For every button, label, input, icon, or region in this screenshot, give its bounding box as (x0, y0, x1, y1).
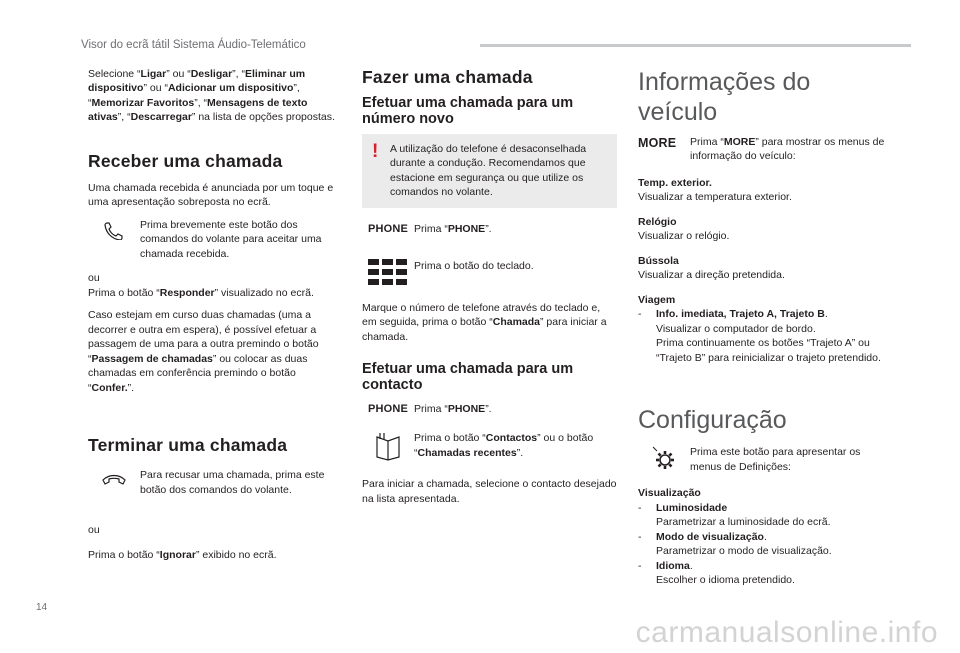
contacts-row (362, 431, 617, 461)
receive-call-heading: Receber uma chamada (88, 150, 283, 171)
select-contact-text: Para iniciar a chamada, selecione o contacto desejado na lista apresentada. (362, 478, 617, 505)
settings-button-row (638, 445, 893, 474)
phone-button-row (362, 222, 617, 237)
display-label: Visualização (638, 487, 701, 500)
column-left (88, 67, 343, 562)
watermark-text: carmanualsonline.info (635, 616, 938, 649)
reject-call-row (88, 468, 343, 497)
receive-call-text: Uma chamada recebida é anunciada por um toque e uma apresentação sobreposta no ecrã. (88, 181, 334, 209)
dial-number-text: Marque o número de telefone através do teclado e, em seguida, prima o botão “Chamada” para iniciar a chamada. (362, 301, 607, 343)
keypad-row (362, 259, 617, 285)
hang-up-icon (102, 474, 126, 486)
temp-label: Temp. exterior. (638, 176, 712, 189)
temp-text: Visualizar a temperatura exterior. (638, 191, 792, 204)
running-header-title: Visor do ecrã tátil Sistema Áudio-Telemático (81, 39, 306, 51)
safety-warning-text: A utilização do telefone é desaconselhada durante a condução. Recomendamos que estacione em segurança ou que utilize os comandos no volante. (390, 142, 587, 199)
two-calls-text: Caso estejam em curso duas chamadas (uma a decorrer e outra em espera), é possível efetuar a passagem de uma para a outra premindo o botão “Passagem de chamadas” ou colocar as duas chamadas em conferência premindo o botão “Confer.”. (88, 309, 319, 394)
warning-exclamation-icon: ! (372, 140, 379, 162)
clock-label: Relógio (638, 215, 677, 228)
more-key-icon: MORE (638, 136, 677, 150)
clock-text: Visualizar o relógio. (638, 230, 730, 243)
phone-key-icon: PHONE (367, 222, 409, 235)
end-call-heading: Terminar uma chamada (88, 435, 288, 456)
settings-text: Prima este botão para apresentar os menus de Definições: (690, 446, 861, 473)
accept-call-text: Prima brevemente este botão dos comandos do volante para aceitar uma chamada recebida. (140, 218, 322, 260)
ignore-button-text: Prima o botão “Ignorar” exibido no ecrã. (88, 548, 277, 561)
compass-text: Visualizar a direção pretendida. (638, 269, 785, 282)
gear-icon (651, 445, 677, 471)
keypad-icon (368, 259, 408, 285)
page-number: 14 (36, 602, 48, 613)
trip-item: - Info. imediata, Trajeto A, Trajeto B. Visualizar o computador de bordo. Prima continuamente os botões “Trajeto A” ou “Trajeto B” para reinicializar o trajeto pretendido. (638, 308, 881, 364)
accept-call-row (88, 218, 343, 261)
list-item: - Modo de visualização. Parametrizar o modo de visualização. (638, 530, 832, 558)
vehicle-info-heading: Informações do veículo (638, 68, 811, 126)
reject-call-text: Para recusar uma chamada, prima este botão dos comandos do volante. (140, 469, 325, 496)
compass-label: Bússola (638, 254, 679, 267)
keypad-text: Prima o botão do teclado. (414, 259, 534, 272)
press-phone-text: Prima “PHONE”. (414, 222, 492, 235)
contact-subheading: Efetuar uma chamada para um contacto (362, 361, 574, 394)
contact-press-phone-text: Prima “PHONE”. (414, 403, 492, 416)
config-heading: Configuração (638, 406, 787, 435)
list-item: - Luminosidade Parametrizar a luminosidade do ecrã. (638, 501, 831, 529)
phone-key-icon: PHONE (367, 403, 409, 416)
make-call-heading: Fazer uma chamada (362, 67, 533, 87)
more-text: Prima “MORE” para mostrar os menus de informação do veículo: (690, 136, 885, 163)
more-button-row (638, 135, 893, 164)
column-middle (362, 67, 617, 506)
new-number-subheading: Efetuar uma chamada para um número novo (362, 95, 574, 127)
answer-button-text: Prima o botão “Responder” visualizado no ecrã. (88, 286, 314, 299)
trip-label: Viagem (638, 293, 676, 306)
end-or: ou (88, 524, 100, 537)
contact-phone-row (362, 402, 617, 417)
display-settings-list (638, 501, 893, 588)
list-item: - Idioma. Escolher o idioma pretendido. (638, 559, 795, 587)
running-header-rule (480, 44, 911, 47)
contacts-book-icon (373, 431, 403, 461)
safety-warning-box (362, 134, 617, 208)
contacts-text: Prima o botão “Contactos” ou o botão “Chamadas recentes”. (414, 432, 594, 459)
phone-handset-icon (103, 222, 125, 240)
receive-or: ou (88, 272, 100, 285)
intro-paragraph: Selecione “Ligar” ou “Desligar”, “Eliminar um dispositivo” ou “Adicionar um dispositivo”, “Memorizar Favoritos”, “Mensagens de texto ativas”, “Descarregar” na lista de opções propostas. (88, 68, 335, 124)
column-right (638, 67, 893, 588)
